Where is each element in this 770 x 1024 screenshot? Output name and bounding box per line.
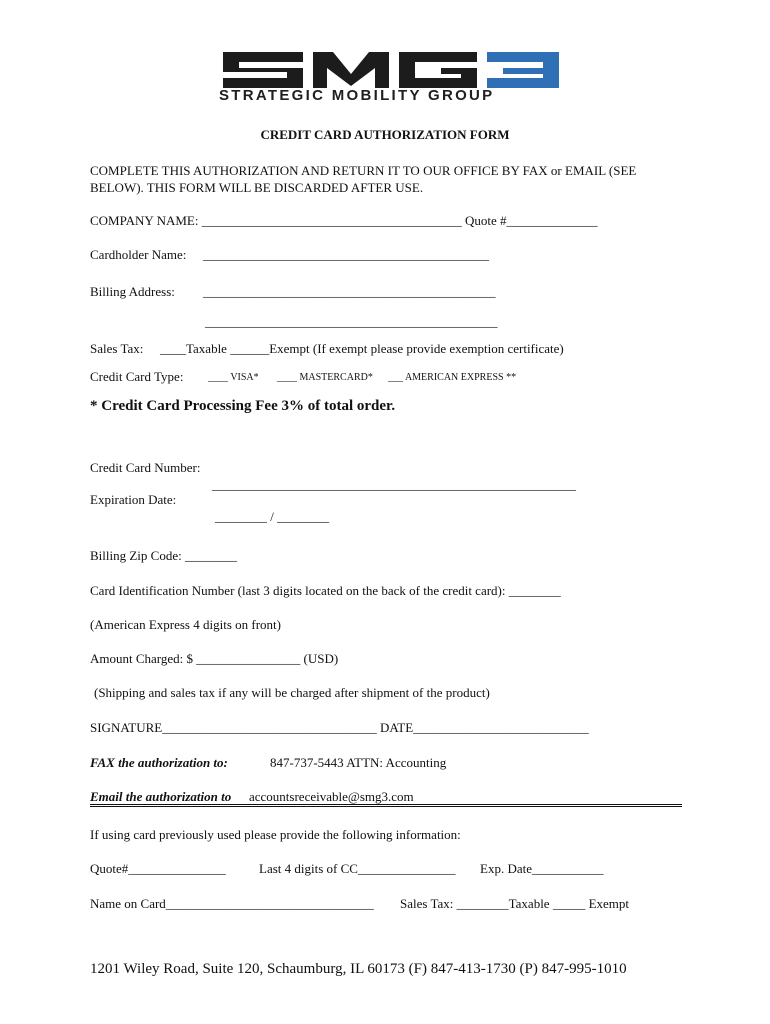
amount-charged-field[interactable]: Amount Charged: $ ________________ (USD) [90,651,339,666]
previous-card-note: If using card previously used please provide the following information: [90,827,461,842]
email-address[interactable]: accountsreceivable@smg3.com [249,789,414,804]
intro-line-2: BELOW). THIS FORM WILL BE DISCARDED AFTER USE. [90,180,424,195]
last4-field[interactable]: Last 4 digits of CC_______________ [259,861,456,876]
exp-date-field[interactable]: Exp. Date___________ [480,861,604,876]
fax-label: FAX the authorization to: [90,755,228,770]
card-type-mastercard[interactable]: ____ MASTERCARD* [277,372,373,383]
quote-field[interactable]: Quote#_______________ [90,861,226,876]
company-name-field[interactable]: COMPANY NAME: ________________________________________ Quote #______________ [90,213,598,228]
fax-number: 847-737-5443 ATTN: Accounting [270,755,447,770]
billing-zip-field[interactable]: Billing Zip Code: ________ [90,548,237,563]
previous-sales-tax-field[interactable]: Sales Tax: ________Taxable _____ Exempt [400,896,630,911]
card-number-field[interactable]: ________________________________________________________ [212,477,576,492]
billing-address-label: Billing Address: [90,284,175,299]
card-id-number-field[interactable]: Card Identification Number (last 3 digits located on the back of the credit card): ________ [90,583,561,598]
card-number-label: Credit Card Number: [90,460,201,475]
processing-fee-note: * Credit Card Processing Fee 3% of total order. [90,398,396,414]
cardholder-label: Cardholder Name: [90,247,187,262]
intro-line-1: COMPLETE THIS AUTHORIZATION AND RETURN IT TO OUR OFFICE BY FAX or EMAIL (SEE [90,163,637,178]
card-type-visa[interactable]: ____ VISA* [208,372,259,383]
cardholder-field[interactable]: ____________________________________________ [203,247,489,262]
email-label: Email the authorization to [90,789,232,804]
footer-address: 1201 Wiley Road, Suite 120, Schaumburg, IL 60173 (F) 847-413-1730 (P) 847-995-1010 [90,961,627,977]
expiration-field[interactable]: ________ / ________ [215,509,330,524]
card-type-amex[interactable]: ___ AMERICAN EXPRESS ** [388,372,517,383]
signature-date-field[interactable]: SIGNATURE_________________________________ DATE___________________________ [90,720,589,735]
expiration-label: Expiration Date: [90,492,177,507]
logo-tagline: STRATEGIC MOBILITY GROUP [219,87,495,104]
name-on-card-field[interactable]: Name on Card________________________________ [90,896,374,911]
card-type-label: Credit Card Type: [90,369,184,384]
form-title: CREDIT CARD AUTHORIZATION FORM [260,127,510,142]
sales-tax-options[interactable]: ____Taxable ______Exempt (If exempt please provide exemption certificate) [160,341,564,356]
billing-address-field-2[interactable]: _____________________________________________ [205,314,498,329]
shipping-note: (Shipping and sales tax if any will be charged after shipment of the product) [94,685,490,700]
billing-address-field-1[interactable]: _____________________________________________ [203,284,496,299]
email-underline [90,804,682,805]
amex-note: (American Express 4 digits on front) [90,617,281,632]
section-divider [90,806,682,807]
sales-tax-label: Sales Tax: [90,341,144,356]
